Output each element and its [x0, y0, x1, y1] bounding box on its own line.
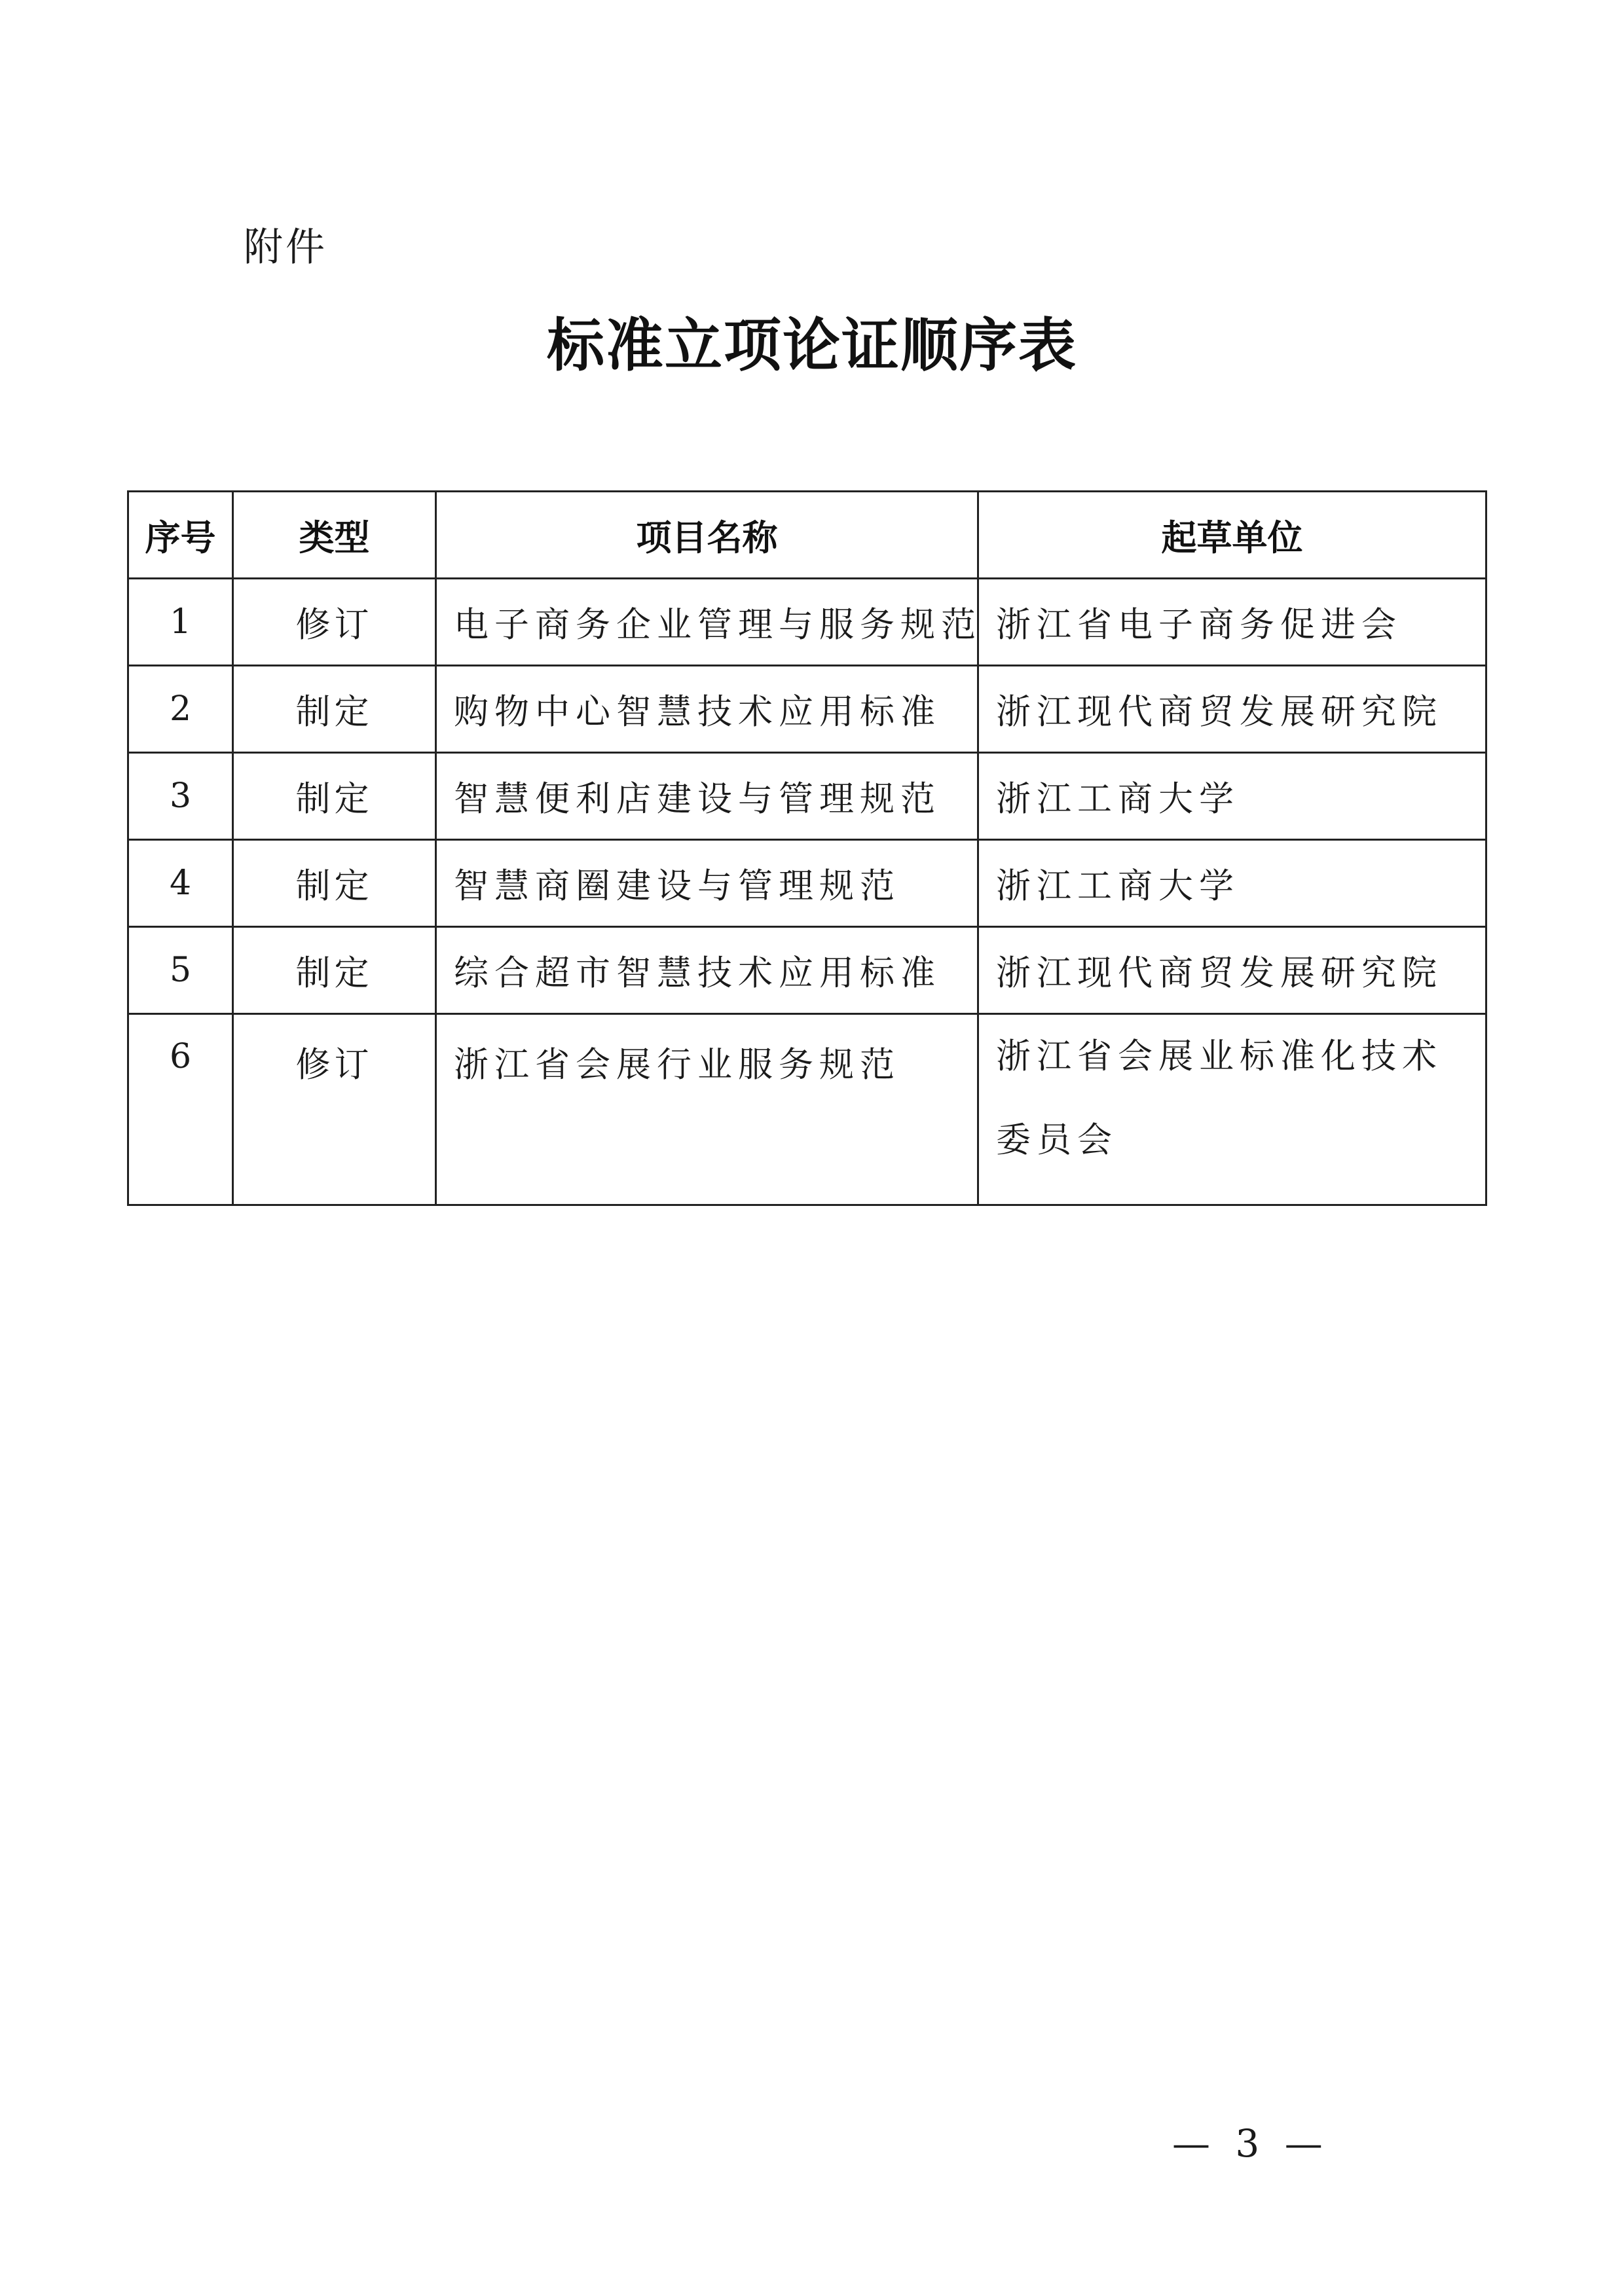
- cell-no: 4: [128, 840, 233, 927]
- document-title: 标准立项论证顺序表: [546, 311, 1077, 379]
- table-header-row: [128, 492, 1486, 579]
- cell-project-name: 智慧便利店建设与管理规范: [436, 753, 978, 840]
- table-row: [128, 1014, 1486, 1205]
- cell-drafting-unit: 浙江工商大学: [978, 753, 1486, 840]
- cell-no: 1: [128, 579, 233, 666]
- cell-project-name: 电子商务企业管理与服务规范: [436, 579, 978, 666]
- cell-no: 6: [128, 1014, 233, 1205]
- cell-drafting-unit: 浙江工商大学: [978, 840, 1486, 927]
- cell-drafting-unit: 浙江省会展业标准化技术委员会: [978, 1014, 1486, 1205]
- header-unit: 起草单位: [978, 492, 1486, 579]
- cell-type: 制定: [233, 840, 436, 927]
- attachment-label: 附件: [244, 225, 327, 270]
- cell-type: 制定: [233, 666, 436, 753]
- cell-drafting-unit: 浙江现代商贸发展研究院: [978, 666, 1486, 753]
- table-row: [128, 579, 1486, 666]
- cell-drafting-unit: 浙江现代商贸发展研究院: [978, 927, 1486, 1014]
- cell-project-name: 综合超市智慧技术应用标准: [436, 927, 978, 1014]
- cell-project-name: 浙江省会展行业服务规范: [436, 1014, 978, 1205]
- cell-no: 3: [128, 753, 233, 840]
- page-number: — 3 —: [1172, 2121, 1329, 2166]
- table-row: [128, 753, 1486, 840]
- table-row: [128, 840, 1486, 927]
- cell-project-name: 购物中心智慧技术应用标准: [436, 666, 978, 753]
- cell-type: 修订: [233, 579, 436, 666]
- cell-no: 2: [128, 666, 233, 753]
- cell-type: 制定: [233, 927, 436, 1014]
- cell-project-name: 智慧商圈建设与管理规范: [436, 840, 978, 927]
- cell-type: 制定: [233, 753, 436, 840]
- table-row: [128, 927, 1486, 1014]
- header-type: 类型: [233, 492, 436, 579]
- cell-no: 5: [128, 927, 233, 1014]
- cell-drafting-unit: 浙江省电子商务促进会: [978, 579, 1486, 666]
- table-row: [128, 666, 1486, 753]
- header-name: 项目名称: [436, 492, 978, 579]
- cell-type: 修订: [233, 1014, 436, 1205]
- header-no: 序号: [128, 492, 233, 579]
- project-order-table: [127, 490, 1487, 1206]
